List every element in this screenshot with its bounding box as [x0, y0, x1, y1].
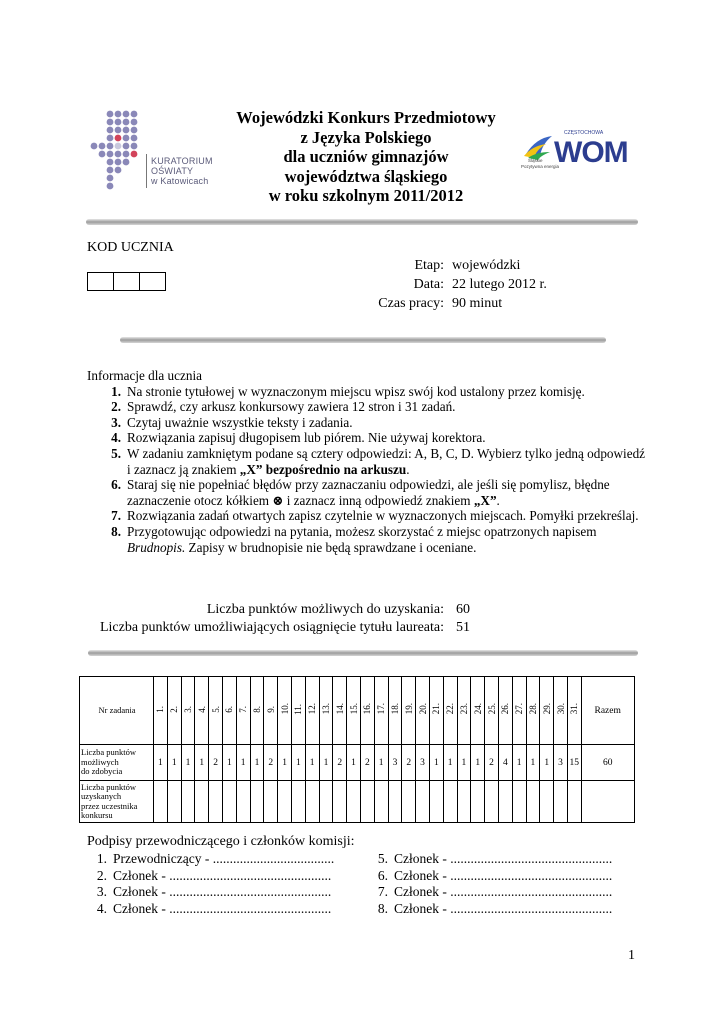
wom-logo	[518, 130, 634, 178]
possible-points-cell: 2	[402, 745, 416, 781]
task-number-cell: 14.	[333, 677, 347, 745]
obtained-points-cell[interactable]	[333, 781, 347, 823]
instruction-item: 2. Sprawdź, czy arkusz konkursowy zawiera 12 stron i 31 zadań.	[111, 399, 456, 415]
slaskie-emblem-icon	[522, 134, 558, 160]
obtained-points-cell[interactable]	[443, 781, 457, 823]
possible-points-cell: 1	[154, 745, 168, 781]
wom-logo-top-text: CZĘSTOCHOWA	[564, 130, 604, 136]
obtained-total-cell[interactable]	[581, 781, 634, 823]
instruction-item: 7. Rozwiązania zadań otwartych zapisz czytelnie w wyznaczonych miejscach. Pomyłki przekreślaj.	[111, 508, 639, 524]
task-number-cell: 30.	[554, 677, 568, 745]
total-header: Razem	[581, 677, 634, 745]
instruction-item: 5. W zadaniu zamkniętym podane są cztery odpowiedzi: A, B, C, D. Wybierz tylko jedną odpowiedź i zaznacz ją znakiem „X” bezpośrednio na arkuszu.	[111, 445, 646, 477]
signatures-left	[87, 851, 334, 917]
task-number-cell: 21.	[429, 677, 443, 745]
signature-line[interactable]: 8. Członek - ................................................	[377, 900, 613, 916]
obtained-points-header: Liczba punktów uzyskanych przez uczestnika konkursu	[80, 781, 154, 823]
task-number-cell: 3.	[181, 677, 195, 745]
possible-points-cell: 1	[457, 745, 471, 781]
kuratorium-logo	[88, 108, 228, 198]
signatures-heading: Podpisy przewodniczącego i członków komisji:	[87, 834, 355, 849]
divider-2	[120, 337, 606, 343]
points-row: Liczba punktów możliwych do uzyskania: 60	[206, 602, 470, 617]
obtained-points-cell[interactable]	[209, 781, 223, 823]
possible-points-cell: 1	[540, 745, 554, 781]
task-number-cell: 28.	[526, 677, 540, 745]
signatures-right	[368, 851, 612, 917]
obtained-points-cell[interactable]	[388, 781, 402, 823]
instruction-item: 8. Przygotowując odpowiedzi na pytania, możesz skorzystać z miejsc opatrzonych napisem Brudnopis. Zapisy w brudnopisie nie będą sprawdzane i oceniane.	[111, 523, 597, 555]
possible-points-cell: 2	[333, 745, 347, 781]
obtained-points-cell[interactable]	[236, 781, 250, 823]
possible-points-cell: 3	[388, 745, 402, 781]
possible-points-cell: 2	[264, 745, 278, 781]
logo-divider	[146, 154, 147, 188]
possible-points-cell: 1	[347, 745, 361, 781]
obtained-points-cell[interactable]	[154, 781, 168, 823]
obtained-points-cell[interactable]	[402, 781, 416, 823]
exam-info-row: Etap: wojewódzki	[414, 258, 521, 273]
kod-ucznia-label: KOD UCZNIA	[87, 240, 174, 255]
obtained-points-cell[interactable]	[305, 781, 319, 823]
obtained-points-cell[interactable]	[471, 781, 485, 823]
obtained-points-cell[interactable]	[181, 781, 195, 823]
task-number-cell: 31.	[567, 677, 581, 745]
page-number: 1	[628, 948, 635, 963]
possible-points-cell: 1	[181, 745, 195, 781]
task-number-cell: 10.	[278, 677, 292, 745]
obtained-points-cell[interactable]	[360, 781, 374, 823]
task-number-cell: 26.	[498, 677, 512, 745]
possible-points-cell: 1	[222, 745, 236, 781]
task-number-cell: 27.	[512, 677, 526, 745]
possible-points-cell: 1	[236, 745, 250, 781]
possible-points-cell: 1	[526, 745, 540, 781]
task-number-cell: 19.	[402, 677, 416, 745]
task-number-cell: 29.	[540, 677, 554, 745]
possible-points-cell: 1	[443, 745, 457, 781]
obtained-points-cell[interactable]	[278, 781, 292, 823]
obtained-points-cell[interactable]	[264, 781, 278, 823]
obtained-points-cell[interactable]	[374, 781, 388, 823]
instructions-heading: Informacje dla ucznia	[87, 368, 202, 383]
possible-points-cell: 2	[485, 745, 499, 781]
wom-logo-slogan: Pozytywna energia	[521, 164, 560, 169]
exam-info-row: Data: 22 lutego 2012 r.	[413, 277, 547, 292]
possible-points-cell: 2	[360, 745, 374, 781]
signature-line[interactable]: 1. Przewodniczący - ....................................	[96, 851, 335, 866]
signature-line[interactable]: 7. Członek - ................................................	[377, 884, 613, 899]
task-number-cell: 11.	[291, 677, 305, 745]
possible-points-cell: 1	[250, 745, 264, 781]
possible-points-cell: 1	[319, 745, 333, 781]
possible-points-cell: 1	[278, 745, 292, 781]
possible-points-cell: 1	[291, 745, 305, 781]
signature-line[interactable]: 4. Członek - ................................................	[96, 900, 332, 916]
possible-points-cell: 1	[305, 745, 319, 781]
obtained-points-cell[interactable]	[291, 781, 305, 823]
task-number-cell: 1.	[154, 677, 168, 745]
kod-ucznia-box[interactable]	[88, 273, 114, 290]
task-number-cell: 12.	[305, 677, 319, 745]
wom-logo-subtext: Śląskie	[528, 158, 543, 163]
obtained-points-cell[interactable]	[222, 781, 236, 823]
obtained-points-cell[interactable]	[554, 781, 568, 823]
signature-line[interactable]: 5. Członek - ................................................	[377, 851, 613, 866]
task-number-cell: 17.	[374, 677, 388, 745]
task-number-cell: 16.	[360, 677, 374, 745]
task-number-header: Nr zadania	[80, 677, 154, 745]
task-number-cell: 5.	[209, 677, 223, 745]
task-number-cell: 2.	[167, 677, 181, 745]
kod-ucznia-box[interactable]	[140, 273, 165, 290]
instruction-item: 4. Rozwiązania zapisuj długopisem lub piórem. Nie używaj korektora.	[111, 430, 486, 446]
task-number-cell: 6.	[222, 677, 236, 745]
wom-logo-text: WOM	[554, 136, 628, 169]
obtained-points-cell[interactable]	[526, 781, 540, 823]
instruction-item: 1. Na stronie tytułowej w wyznaczonym miejscu wpisz swój kod ustalony przez komisję.	[111, 383, 585, 399]
obtained-points-cell[interactable]	[540, 781, 554, 823]
signature-line[interactable]: 6. Członek - ................................................	[377, 867, 613, 883]
obtained-points-cell[interactable]	[512, 781, 526, 823]
obtained-points-cell[interactable]	[250, 781, 264, 823]
obtained-points-cell[interactable]	[498, 781, 512, 823]
obtained-points-cell[interactable]	[319, 781, 333, 823]
obtained-points-cell[interactable]	[416, 781, 430, 823]
possible-points-cell: 1	[374, 745, 388, 781]
possible-points-cell: 15	[567, 745, 581, 781]
possible-points-cell: 1	[512, 745, 526, 781]
instruction-item: 6. Staraj się nie popełniać błędów przy zaznaczaniu odpowiedzi, ale jeśli się pomylisz, błędne zaznaczenie otocz kółkiem ⊗ i zaznacz inną odpowiedź znakiem „X”.	[111, 477, 610, 508]
possible-points-cell: 4	[498, 745, 512, 781]
exam-info	[340, 256, 547, 313]
task-number-cell: 9.	[264, 677, 278, 745]
possible-points-header: Liczba punktów możliwych do zdobycia	[80, 745, 154, 781]
obtained-points-cell[interactable]	[429, 781, 443, 823]
task-number-cell: 20.	[416, 677, 430, 745]
task-number-cell: 8.	[250, 677, 264, 745]
kod-ucznia-box[interactable]	[114, 273, 140, 290]
obtained-points-cell[interactable]	[485, 781, 499, 823]
kod-ucznia-boxes	[87, 272, 166, 291]
task-number-cell: 18.	[388, 677, 402, 745]
exam-info-row: Czas pracy: 90 minut	[378, 296, 503, 311]
kuratorium-dots-icon	[88, 108, 148, 198]
page-title: Wojewódzki Konkurs Przedmiotowy z Języka Polskiego dla uczniów gimnazjów województwa śląskiego w roku szkolnym 2011/2012	[236, 108, 496, 205]
task-number-cell: 7.	[236, 677, 250, 745]
possible-points-cell: 1	[167, 745, 181, 781]
possible-total-cell: 60	[581, 745, 634, 781]
instruction-item: 3. Czytaj uważnie wszystkie teksty i zadania.	[111, 414, 353, 430]
task-number-cell: 22.	[443, 677, 457, 745]
task-number-cell: 13.	[319, 677, 333, 745]
divider-1	[86, 219, 638, 225]
points-summary	[90, 601, 470, 637]
possible-points-cell: 1	[429, 745, 443, 781]
signature-line[interactable]: 3. Członek - ................................................	[96, 884, 332, 899]
task-number-cell: 25.	[485, 677, 499, 745]
possible-points-cell: 1	[471, 745, 485, 781]
score-table	[79, 676, 635, 823]
task-number-cell: 4.	[195, 677, 209, 745]
signature-line[interactable]: 2. Członek - ................................................	[96, 867, 332, 883]
task-number-cell: 15.	[347, 677, 361, 745]
divider-3	[88, 650, 638, 656]
obtained-points-cell[interactable]	[167, 781, 181, 823]
obtained-points-cell[interactable]	[457, 781, 471, 823]
points-row: Liczba punktów umożliwiających osiągnięcie tytułu laureata: 51	[99, 620, 470, 635]
obtained-points-cell[interactable]	[195, 781, 209, 823]
possible-points-cell: 1	[195, 745, 209, 781]
possible-points-cell: 3	[416, 745, 430, 781]
kuratorium-logo-text: KURATORIUM OŚWIATY w Katowicach	[151, 156, 213, 186]
instructions	[87, 368, 647, 555]
obtained-points-cell[interactable]	[567, 781, 581, 823]
possible-points-cell: 3	[554, 745, 568, 781]
task-number-cell: 24.	[471, 677, 485, 745]
obtained-points-cell[interactable]	[347, 781, 361, 823]
circled-x-icon: ⊗	[272, 492, 284, 508]
possible-points-cell: 2	[209, 745, 223, 781]
task-number-cell: 23.	[457, 677, 471, 745]
